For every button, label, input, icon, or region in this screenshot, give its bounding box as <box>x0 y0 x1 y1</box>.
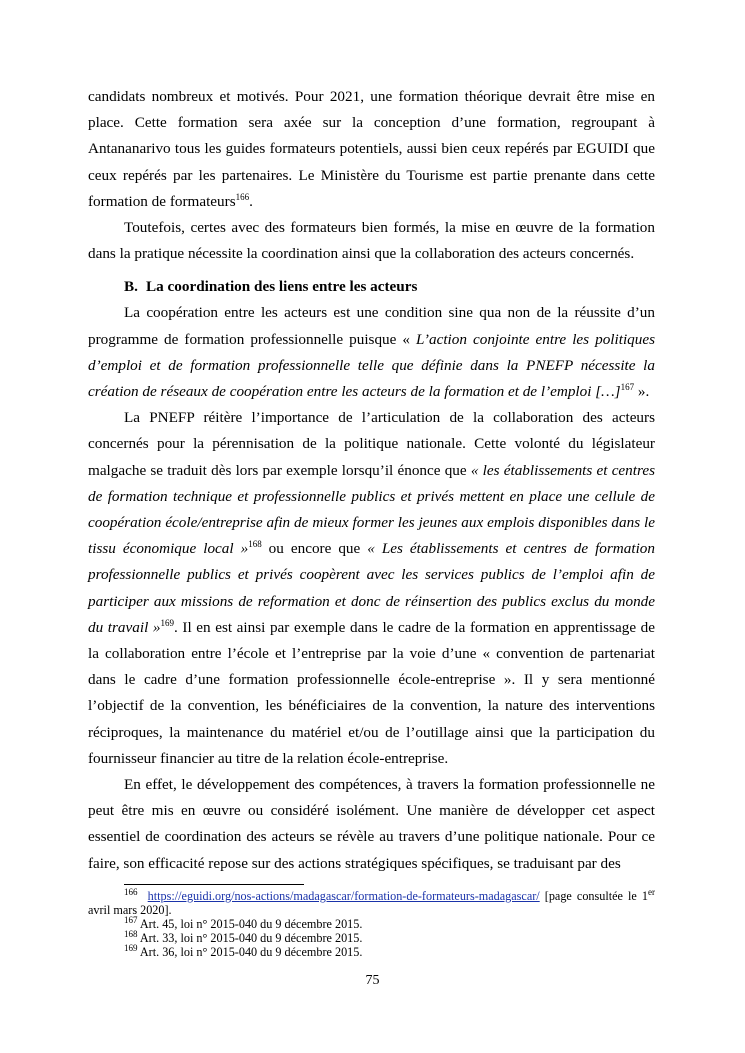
footnote-link[interactable]: https://eguidi.org/nos-actions/madagascar/formation-de-formateurs-madagascar/ <box>147 889 540 903</box>
section-title: La coordination des liens entre les acteurs <box>146 278 418 296</box>
body-text <box>88 84 655 877</box>
footnote-167: $^{167}$ Art. 45, loi n° 2015-040 du 9 décembre 2015. <box>124 914 363 931</box>
footnote-ref[interactable]: 168 <box>248 539 262 550</box>
paragraph: En effet, le développement des compétences, à travers la formation professionnelle ne peut être mis en œuvre ou considéré isolément. Une manière de développer cet aspect essentiel de coordination des acteurs se révèle au travers d’une politique nationale. Pour ce faire, son efficacité repose sur des actions stratégiques spécifiques, se traduisant par des <box>88 776 655 872</box>
paragraph: La coopération entre les acteurs est une condition sine qua non de la réussite d’un programme de formation professionnelle puisque « L’action conjointe entre les politiques d’emploi et de formation professionnelle telle que définie dans la PNEFP nécessite la création de réseaux de coopération entre les acteurs de la formation et de l’emploi […]$^{167}$ ». <box>88 304 655 401</box>
footnote-169: $^{169}$ Art. 36, loi n° 2015-040 du 9 décembre 2015. <box>124 942 363 959</box>
footnote-ref[interactable]: 166 <box>235 191 250 202</box>
footnote-ref[interactable]: 167 <box>620 381 635 392</box>
paragraph: candidats nombreux et motivés. Pour 2021, une formation théorique devrait être mise en place. Cette formation sera axée sur la conception d’une formation, regroupant à Antananarivo tous les guides formateurs potentiels, aussi bien ceux repérés par EGUIDI que ceux repérés par les partenaires. Le Ministère du Tourisme est partie prenante dans cette formation de formateurs$^{166}$. <box>88 88 655 210</box>
footnote-number: 167 <box>124 914 138 925</box>
paragraph: Toutefois, certes avec des formateurs bien formés, la mise en œuvre de la formation dans la pratique nécessite la coordination ainsi que la collaboration des acteurs concernés. <box>88 219 655 263</box>
section-heading <box>124 274 655 300</box>
quotation: L’action conjointe entre les politiques d’emploi et de formation professionnelle telle que définie dans la PNEFP nécessite la création de réseaux de coopération entre les acteurs de la formation et de l’emploi […] <box>88 330 655 401</box>
footnote-166: $^{166}$ https://eguidi.org/nos-actions/madagascar/formation-de-formateurs-madagascar/ [page consultée le 1er avril mars 2020]. <box>88 886 655 917</box>
footnote-divider <box>124 884 304 885</box>
footnote-number: 169 <box>124 942 138 953</box>
paragraph: La PNEFP réitère l’importance de l’articulation de la collaboration des acteurs concernés pour la pérennisation de la politique nationale. Cette volonté du législateur malgache se traduit dès lors par exemple lorsqu’il énonce que « les établissements et centres de formation technique et professionnelle publics et privés mettent en place une cellule de coopération école/entreprise afin de mieux former les jeunes aux emplois disponibles dans le tissu économique local »$^{168}$ ou encore que « Les établissements et centres de formation professionnelle publics et privés coopèrent avec les services publics de l’emploi afin de participer aux missions de reformation et donc de réinsertion des publics exclus du monde du travail »$^{169}$. Il en est ainsi par exemple dans le cadre de la formation en apprentissage de la collaboration entre l’école et l’entreprise par la voie d’une « convention de partenariat dans le cadre d’une formation professionnelle école-entreprise ». Il y sera mentionné l’objectif de la convention, les bénéficiaires de la convention, la nature des interventions réciproques, la maintenance du matériel et/ou de l’outillage ainsi que la participation du fournisseur financier au titre de la relation école-entreprise. <box>88 409 655 767</box>
footnotes <box>88 886 655 959</box>
footnote-168: $^{168}$ Art. 33, loi n° 2015-040 du 9 décembre 2015. <box>124 928 363 945</box>
footnote-number: 168 <box>124 928 138 939</box>
section-number: B. <box>124 278 138 296</box>
footnote-number: 166 <box>124 886 138 897</box>
page-number: 75 <box>365 973 380 988</box>
quotation: « Les établissements et centres de formation professionnelle publics et privés coopèrent avec les services publics de l’emploi afin de participer aux missions de reformation et donc de réinsertion des publics exclus du monde du travail » <box>88 540 655 636</box>
quotation: « les établissements et centres de formation technique et professionnelle publics et privés mettent en place une cellule de coopération école/entreprise afin de mieux former les jeunes aux emplois disponibles dans le tissu économique local » <box>88 461 655 558</box>
footnote-ref[interactable]: 169 <box>160 617 174 628</box>
